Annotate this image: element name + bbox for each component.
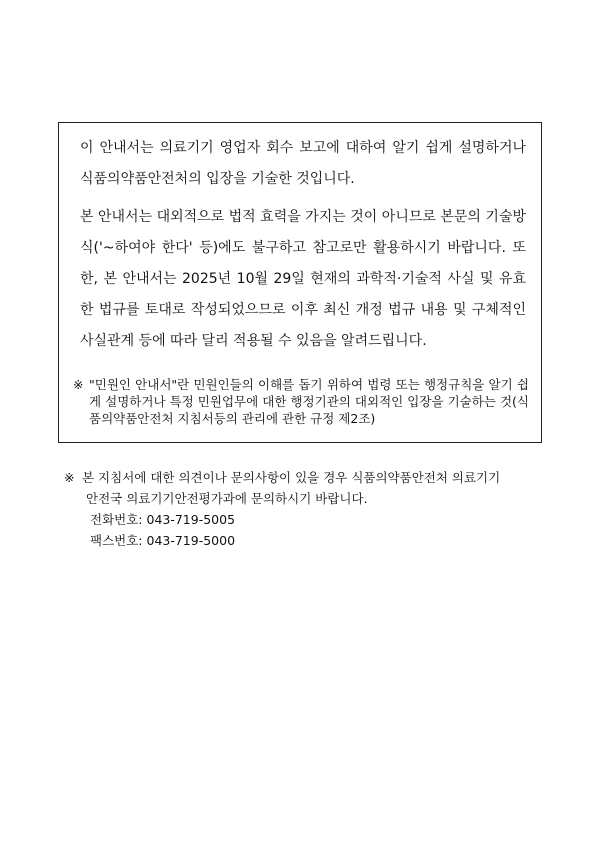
footnote-text: "민원인 안내서"란 민원인들의 이해를 돕기 위하여 법령 또는 행정규칙을 알기 쉽게 설명하거나 특정 민원업무에 대한 행정기관의 대외적인 입장을 기술하는 것(식품의약품안전처 지침서등의 관리에 관한 규정 제2조) — [89, 377, 529, 426]
fax-number: 팩스번호: 043-719-5000 — [90, 533, 236, 548]
reference-mark: ※ — [64, 470, 75, 485]
notice-paragraph-purpose: 이 안내서는 의료기기 영업자 회수 보고에 대하여 알기 쉽게 설명하거나 식품의약품안전처의 입장을 기술한 것입니다. — [80, 140, 526, 187]
guide-notice-box — [58, 122, 542, 443]
contact-info — [64, 467, 544, 551]
contact-text-line2: 안전국 의료기기안전평가과에 문의하시기 바랍니다. — [86, 491, 368, 506]
contact-text-line1: 본 지침서에 대한 의견이나 문의사항이 있을 경우 식품의약품안전처 의료기기 — [82, 470, 501, 485]
phone-number: 전화번호: 043-719-5005 — [90, 512, 236, 527]
reference-mark: ※ — [73, 377, 84, 392]
notice-footnote — [73, 376, 529, 427]
notice-paragraph-legal-effect: 본 안내서는 대외적으로 법적 효력을 가지는 것이 아니므로 본문의 기술방식('~하여야 한다' 등)에도 불구하고 참고로만 활용하시기 바랍니다. 또한, 본 안내서는 2025년 10월 29일 현재의 과학적·기술적 사실 및 유효한 법규를 토대로 작성되었으므로 이후 최신 개정 법규 내용 및 구체적인 사실관계 등에 따라 달리 적용될 수 있음을 알려드립니다. — [80, 209, 526, 349]
